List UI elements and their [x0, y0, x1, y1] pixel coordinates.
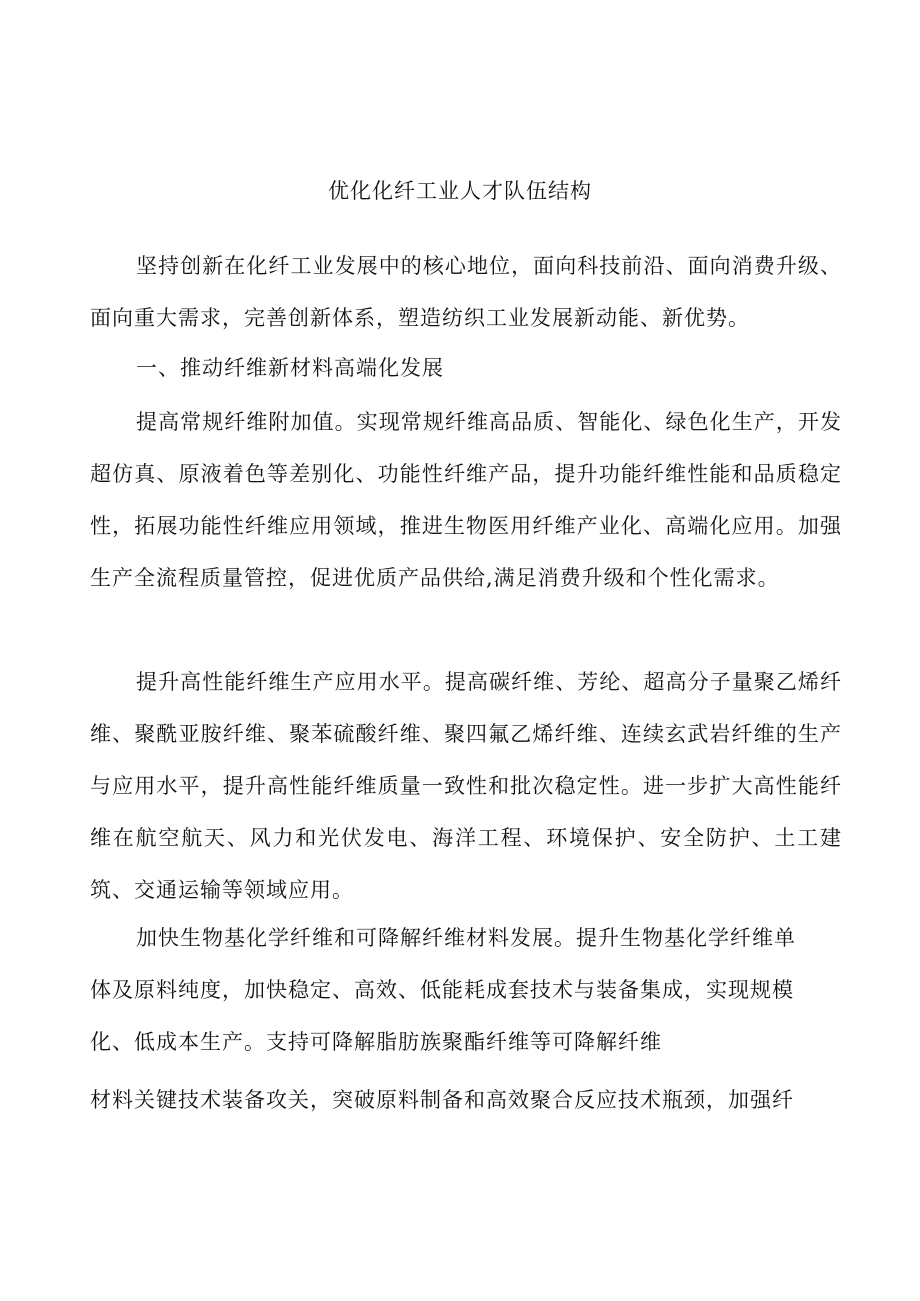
page-title: 优化化纤工业人才队伍结构	[328, 179, 592, 203]
paragraph-bio-fiber-line-1: 加快生物基化学纤维和可降解纤维材料发展。提升生物基化学纤维单	[136, 926, 796, 950]
paragraph-conventional-fiber: 提高常规纤维附加值。实现常规纤维高品质、智能化、绿色化生产，开发超仿真、原液着色等差别化、功能性纤维产品，提升功能纤维性能和品质稳定性，拓展功能性纤维应用领域，推进生物医用纤维产业化、高端化应用。加强生产全流程质量管控，促进优质产品供给,满足消费升级和个性化需求。	[90, 410, 842, 590]
paragraph-high-performance-fiber: 提升高性能纤维生产应用水平。提高碳纤维、芳纶、超高分子量聚乙烯纤维、聚酰亚胺纤维、聚苯硫酸纤维、聚四氟乙烯纤维、连续玄武岩纤维的生产与应用水平，提升高性能纤维质量一致性和批次稳定性。进一步扩大高性能纤维在航空航天、风力和光伏发电、海洋工程、环境保护、安全防护、土工建筑、交通运输等领域应用。	[90, 670, 842, 902]
intro-paragraph: 坚持创新在化纤工业发展中的核心地位，面向科技前沿、面向消费升级、面向重大需求，完善创新体系，塑造纺织工业发展新动能、新优势。	[90, 254, 842, 330]
paragraph-bio-fiber-line-3: 化、低成本生产。支持可降解脂肪族聚酯纤维等可降解纤维	[90, 1030, 662, 1054]
paragraph-bio-fiber-line-2: 体及原料纯度，加快稳定、高效、低能耗成套技术与装备集成，实现规模	[90, 978, 794, 1002]
section-heading: 一、推动纤维新材料高端化发展	[136, 356, 444, 380]
paragraph-continuation-line: 材料关键技术装备攻关，突破原料制备和高效聚合反应技术瓶颈，加强纤	[90, 1088, 794, 1112]
